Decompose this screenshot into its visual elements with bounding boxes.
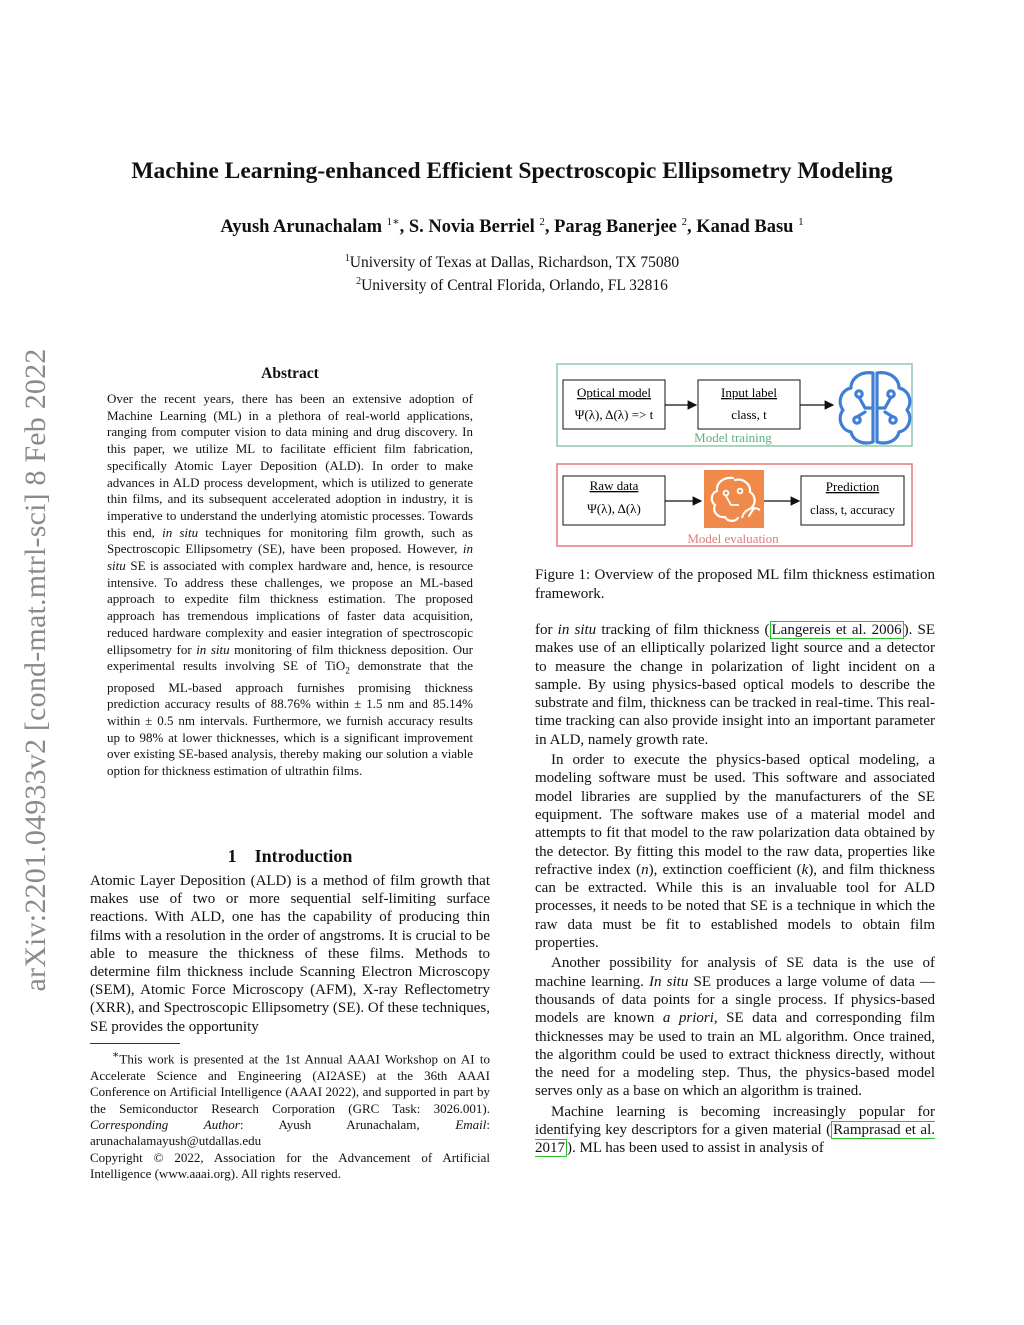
copyright-notice: Copyright © 2022, Association for the Advancement of Artificial Intelligence (www.aaai.org). All rights reserved. [90,1149,490,1182]
author-mark: 2 [681,216,688,228]
input-label-body: class, t [731,407,767,422]
abstract-subscript: 2 [345,665,350,676]
body-text: ), extinction coefficient ( [648,861,802,878]
body-italic: In situ [649,973,689,990]
body-text: , SE data and corresponding film thicknesses may be used to train an ML algorithm. Once trained, the algorithm could be used to extract thickness directly, without the need for a modeling step. Thus, the physics-based model serves only as a base on which an algorithm is trained. [535,1010,936,1100]
footnote-text: This work is presented at the 1st Annual AAAI Workshop on AI to Accelerate Science and Engineering (AI2ASE) at the 36th AAAI Conference on Artificial Intelligence (AAAI 2022), and supported in part by the Semiconductor Research Corporation (GRC Task: 3026.001). [90,1051,490,1116]
abstract-text: demonstrate that the proposed ML-based approach furnishes promising thickness prediction accuracy results of 88.76% within ± 1.5 nm and 85.14% within ± 0.5 nm intervals. Furthermore, we furnish accuracy results up to 98% at lower thicknesses, which is a significant improvement over existing SE-based analysis, thereby making our solution a viable option for thickness estimation of ultrathin films. [107,658,473,779]
body-text: Another possibility for analysis of SE data is the use of machine learning. [535,955,935,990]
affiliation-number: 1 [344,253,350,264]
raw-data-body: Ψ(λ), Δ(λ) [587,501,641,516]
abstract-text: Over the recent years, there has been an extensive adoption of Machine Learning (ML) in a plethora of real-world applications, ranging from computer vision to data mining and drug discovery. In this paper, we utilize ML to facilitate efficient film fabrication, specifically Atomic Layer Deposition (ALD). In order to make advances in ALD process development, which is utilized to generate thin films, and its subsequent accelerated adoption in industry, it is imperative to understand the underlying atomistic processes. Towards this end, [107,391,473,540]
brain-network-icon [840,373,910,443]
author-mark: 2 [539,216,545,228]
body-italic: in situ [557,622,597,638]
author-name: Kanad Basu [696,217,794,238]
optical-model-title: Optical model [576,385,652,400]
body-italic: a priori [662,1010,714,1027]
footnote-email: : arunachalamayush@utdallas.edu [90,1116,491,1149]
body-text: In order to execute the physics-based optical modeling, a modeling software must be used. This software and associated model libraries are supplied by the manufacturers of the SE equipment. The software makes use of a material model and attempts to fit that model to the raw polarization data obtained by the detector. By fitting this model to the raw data, properties like refractive index ( [535,752,935,878]
author-name: S. Novia Berriel [408,217,535,238]
body-text: ), and film thickness can be extracted. While this is an invaluable tool for ALD processes, it needs to be noted that SE is a technique in which the raw data must be fit to established models to obtain film properties. [535,861,936,952]
footnote-text: : Ayush Arunachalam, [239,1116,420,1132]
right-column-body [535,621,935,1160]
optical-model-body: Ψ(λ), Δ(λ) => t [574,407,654,422]
prediction-title: Prediction [825,479,880,494]
body-text: Machine learning is becoming increasingly popular for identifying key descriptors for a given material ( [535,1103,935,1139]
body-text: ). SE makes use of an elliptically polarized light source and a detector to measure the change in polarization of light incident on a sample. By using physics-based optical models to describe the substrate and film, thickness can be tracked in real-time. This real-time tracking can also provide insight into an important parameter in ALD, namely growth rate. [535,622,935,748]
author-mark: 1 [798,216,804,228]
affiliations [60,249,964,295]
model-evaluation-label: Model evaluation [687,531,779,546]
abstract-text: techniques for monitoring film growth, such as Spectroscopic Ellipsometry (SE), have been proposed. However, [107,524,473,557]
affiliation-number: 2 [356,276,362,288]
body-text: tracking of film thickness ( [601,622,770,638]
ml-model-icon [704,470,764,528]
paper-title: Machine Learning-enhanced Efficient Spectroscopic Ellipsometry Modeling [131,158,893,184]
prediction-body: class, t, accuracy [810,503,895,517]
abstract-italic: in situ [107,541,473,574]
figure-caption: Figure 1: Overview of the proposed ML film thickness estimation framework. [535,567,935,602]
figure-1 [535,360,935,560]
footnote [90,1047,490,1183]
section-heading-introduction: 1 Introduction [227,846,353,866]
model-training-label: Model training [694,430,772,445]
footnote-rule [90,1043,180,1044]
author-name: Ayush Arunachalam [220,217,382,238]
footnote-mark: ∗ [112,1049,120,1061]
abstract-body [107,391,473,780]
body-italic: n [641,861,649,878]
citation-link[interactable]: Ramprasad et al. 2017 [535,1122,935,1157]
author-mark: 1∗ [386,216,400,228]
abstract-text: SE is associated with complex hardware and, hence, is resource intensive. To address these challenges, we propose an ML-based approach to expedite film thickness estimation. The proposed approach has tremendous implications of faster data acquisition, reduced hardware complexity and easier integration of spectroscopic ellipsometry for [107,558,473,657]
body-italic: k [801,861,809,878]
framework-diagram [535,360,935,555]
footnote-italic: Email [455,1116,487,1132]
author-name: Parag Banerjee [554,217,677,238]
raw-data-title: Raw data [589,478,639,493]
introduction-body: Atomic Layer Deposition (ALD) is a method of film growth that makes use of two or more sequential self-limiting surface reactions. With ALD, one has the capability of producing thin films with a resolution in the order of angstroms. It is crucial to be able to measure the thickness of these films. Methods to determine film thickness include Scanning Electron Microscopy (SEM), Atomic Force Microscopy (AFM), X-ray Reflectometry (XRR), and Spectroscopic Ellipsometry (SE). Of these techniques, SE provides the opportunity [90,873,490,1035]
affiliation [60,249,964,272]
body-text: ). ML has been used to assist in analysis of [567,1140,824,1157]
author-list: Ayush Arunachalam $^{1∗}$, S. Novia Berriel $^2$, Parag Banerjee $^2$, Kanad Basu $^1$ [220,216,804,238]
abstract-italic: in situ [162,524,199,540]
abstract-heading: Abstract [261,365,319,382]
affiliation [60,272,964,295]
citation-link[interactable]: Langereis et al. 2006 [771,622,902,638]
affiliation-text: University of Texas at Dallas, Richardson, TX 75080 [349,254,680,272]
abstract-text: monitoring of film thickness deposition. Our experimental results involving SE of TiO [107,641,473,674]
body-text: for [535,622,553,638]
input-label-title: Input label [721,385,777,400]
body-text: SE produces a large volume of data —thousands of data points for a single process. If physics-based models are known [535,973,936,1027]
footnote-italic: Corresponding Author [90,1116,240,1132]
arxiv-stamp [6,305,66,1035]
affiliation-text: University of Central Florida, Orlando, FL 32816 [361,277,668,295]
arxiv-id: arXiv:2201.04933v2 [cond-mat.mtrl-sci] 8 Feb 2022 [19,348,52,992]
abstract-italic: in situ [196,641,230,657]
